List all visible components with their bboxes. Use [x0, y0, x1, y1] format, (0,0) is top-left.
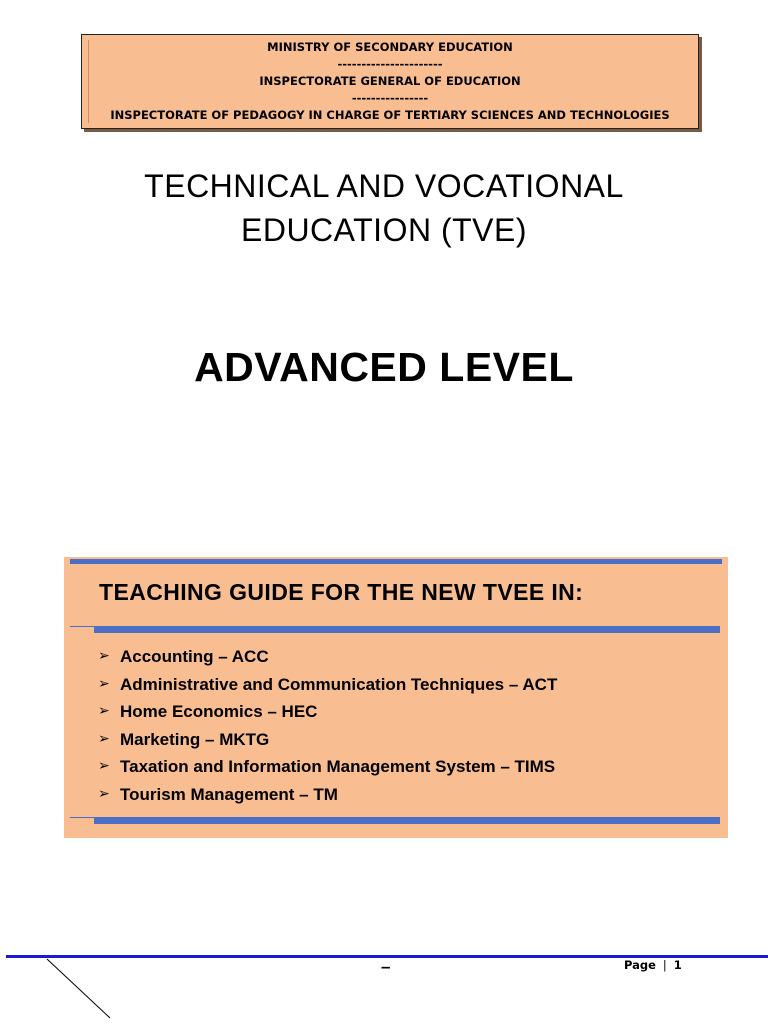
- subject-label: Home Economics – HEC: [120, 702, 318, 721]
- guide-rule-bottom: [94, 817, 720, 824]
- guide-rule-top: [70, 559, 722, 564]
- header-ministry: MINISTRY OF SECONDARY EDUCATION: [267, 40, 513, 54]
- teaching-guide-box: [64, 557, 728, 838]
- subject-label: Marketing – MKTG: [120, 729, 270, 749]
- ministry-header-box: [81, 34, 699, 129]
- list-item: [98, 643, 557, 671]
- subject-label: Tourism Management – TM: [120, 784, 338, 804]
- list-item: [98, 726, 557, 754]
- page-label: Page: [624, 958, 656, 972]
- header-inspectorate-pedagogy: INSPECTORATE OF PEDAGOGY IN CHARGE OF TERTIARY SCIENCES AND TECHNOLOGIES: [110, 108, 670, 122]
- subject-label: Administrative and Communication Techniques – ACT: [120, 674, 558, 694]
- subject-label: Accounting – ACC: [120, 647, 269, 666]
- header-inspectorate-general: INSPECTORATE GENERAL OF EDUCATION: [259, 74, 521, 88]
- page-number-value: 1: [673, 958, 682, 972]
- page-number: [624, 958, 682, 972]
- list-item: [98, 671, 557, 699]
- subject-label: Taxation and Information Management System – TIMS: [120, 757, 556, 776]
- guide-rule-mid: [94, 626, 720, 633]
- document-title: [0, 164, 768, 252]
- list-item: [98, 781, 557, 809]
- subject-list: [98, 643, 557, 808]
- list-item: [98, 698, 557, 726]
- title-line-2: EDUCATION (TVE): [240, 212, 527, 248]
- title-line-1: TECHNICAL AND VOCATIONAL: [144, 168, 624, 204]
- footer-diagonal-line: [46, 958, 116, 1020]
- level-heading: ADVANCED LEVEL: [194, 344, 574, 390]
- arrow-bullet-icon: ➢: [98, 785, 110, 802]
- arrow-bullet-icon: ➢: [98, 758, 110, 774]
- arrow-bullet-icon: ➢: [98, 648, 110, 664]
- arrow-bullet-icon: ➢: [98, 703, 110, 719]
- header-divider-1: ----------------------: [337, 57, 443, 71]
- arrow-bullet-icon: ➢: [98, 675, 110, 692]
- guide-heading: TEACHING GUIDE FOR THE NEW TVEE IN:: [99, 579, 584, 605]
- page-separator: |: [662, 958, 667, 972]
- arrow-bullet-icon: ➢: [98, 730, 110, 747]
- header-divider-2: ----------------: [351, 91, 429, 105]
- footer-dash: –: [381, 957, 391, 976]
- list-item: [98, 753, 557, 781]
